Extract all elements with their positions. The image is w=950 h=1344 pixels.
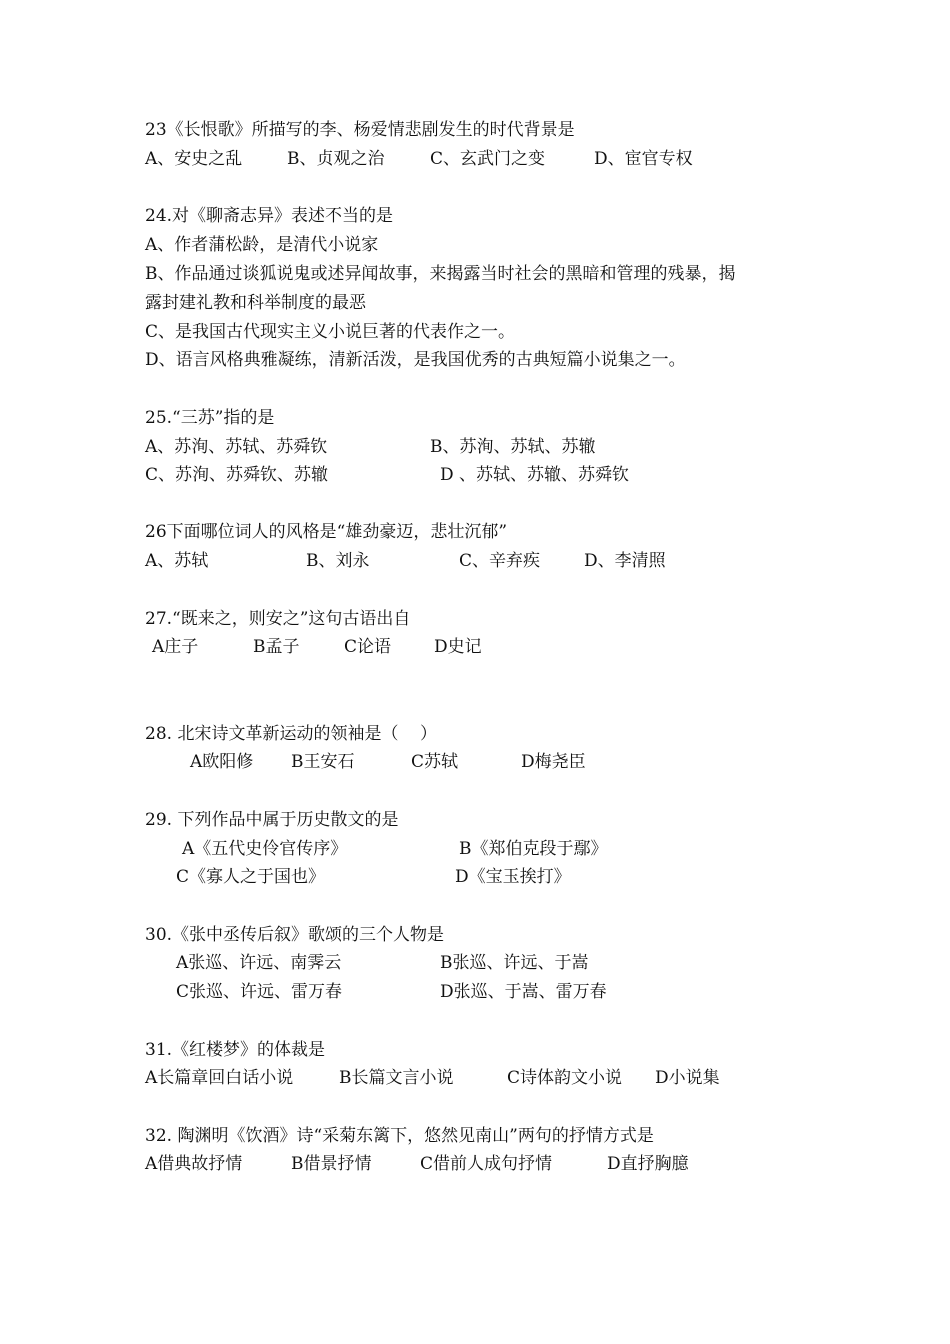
question-28-option-a: A欧阳修 (190, 752, 254, 772)
question-31-option-d: D小说集 (655, 1068, 720, 1088)
question-25-option-b: B、苏洵、苏轼、苏辙 (430, 437, 596, 457)
question-26-option-b: B、刘永 (306, 551, 370, 571)
question-24-stem: 24.对《聊斋志异》表述不当的是 (145, 206, 394, 226)
question-31-option-b: B长篇文言小说 (339, 1068, 454, 1088)
question-25-option-c: C、苏洵、苏舜钦、苏辙 (145, 465, 329, 485)
question-24-option-d: D、语言风格典雅凝练，清新活泼，是我国优秀的古典短篇小说集之一。 (145, 350, 686, 370)
question-27-option-d: D史记 (434, 637, 482, 657)
question-23-option-c: C、玄武门之变 (430, 149, 546, 169)
question-28-option-b: B王安石 (291, 752, 355, 772)
question-30-stem: 30.《张中丞传后叙》歌颂的三个人物是 (145, 925, 445, 945)
question-26-option-d: D、李清照 (584, 551, 666, 571)
question-32-option-a: A借典故抒情 (145, 1154, 243, 1174)
question-25-option-a: A、苏洵、苏轼、苏舜钦 (145, 437, 328, 457)
question-29-option-c: C《寡人之于国也》 (176, 867, 326, 887)
question-31-option-c: C诗体韵文小说 (507, 1068, 623, 1088)
question-24-option-a: A、作者蒲松龄，是清代小说家 (145, 235, 379, 255)
question-27-option-a: A庄子 (152, 637, 199, 657)
question-29-stem: 29. 下列作品中属于历史散文的是 (145, 810, 399, 830)
question-32-option-b: B借景抒情 (291, 1154, 372, 1174)
question-30-option-a: A张巡、许远、南霁云 (176, 953, 342, 973)
question-27-option-b: B孟子 (253, 637, 300, 657)
question-27-option-c: C论语 (344, 637, 392, 657)
question-30-option-c: C张巡、许远、雷万春 (176, 982, 343, 1002)
question-32-option-c: C借前人成句抒情 (420, 1154, 553, 1174)
question-26-option-c: C、辛弃疾 (459, 551, 541, 571)
question-29-option-a: A《五代史伶官传序》 (182, 839, 348, 859)
question-24-option-b-line2: 露封建礼教和科举制度的最恶 (145, 293, 366, 313)
question-23-option-b: B、贞观之治 (287, 149, 385, 169)
question-29-option-b: B《郑伯克段于鄢》 (459, 839, 608, 859)
question-31-option-a: A长篇章回白话小说 (145, 1068, 294, 1088)
question-29-option-d: D《宝玉挨打》 (455, 867, 571, 887)
question-24-option-b-line1: B、作品通过谈狐说鬼或述异闻故事，来揭露当时社会的黑暗和管理的残暴，揭 (145, 264, 736, 284)
question-23-option-d: D、宦官专权 (594, 149, 693, 169)
question-23-stem: 23《长恨歌》所描写的李、杨爱情悲剧发生的时代背景是 (145, 120, 575, 140)
question-30-option-d: D张巡、于嵩、雷万春 (440, 982, 607, 1002)
question-23-option-a: A、安史之乱 (145, 149, 243, 169)
question-25-option-d: D 、苏轼、苏辙、苏舜钦 (440, 465, 630, 485)
question-26-stem: 26下面哪位词人的风格是“雄劲豪迈，悲壮沉郁” (145, 522, 508, 542)
question-32-stem: 32. 陶渊明《饮酒》诗“采菊东篱下，悠然见南山”两句的抒情方式是 (145, 1126, 654, 1146)
question-31-stem: 31.《红楼梦》的体裁是 (145, 1040, 326, 1060)
question-32-option-d: D直抒胸臆 (607, 1154, 689, 1174)
question-26-option-a: A、苏轼 (145, 551, 209, 571)
question-30-option-b: B张巡、许远、于嵩 (440, 953, 589, 973)
question-28-option-d: D梅尧臣 (521, 752, 586, 772)
question-28-option-c: C苏轼 (411, 752, 459, 772)
question-25-stem: 25.“三苏”指的是 (145, 408, 275, 428)
question-24-option-c: C、是我国古代现实主义小说巨著的代表作之一。 (145, 322, 516, 342)
question-27-stem: 27.“既来之，则安之”这句古语出自 (145, 609, 411, 629)
question-28-stem: 28. 北宋诗文革新运动的领袖是（ ） (145, 724, 438, 744)
